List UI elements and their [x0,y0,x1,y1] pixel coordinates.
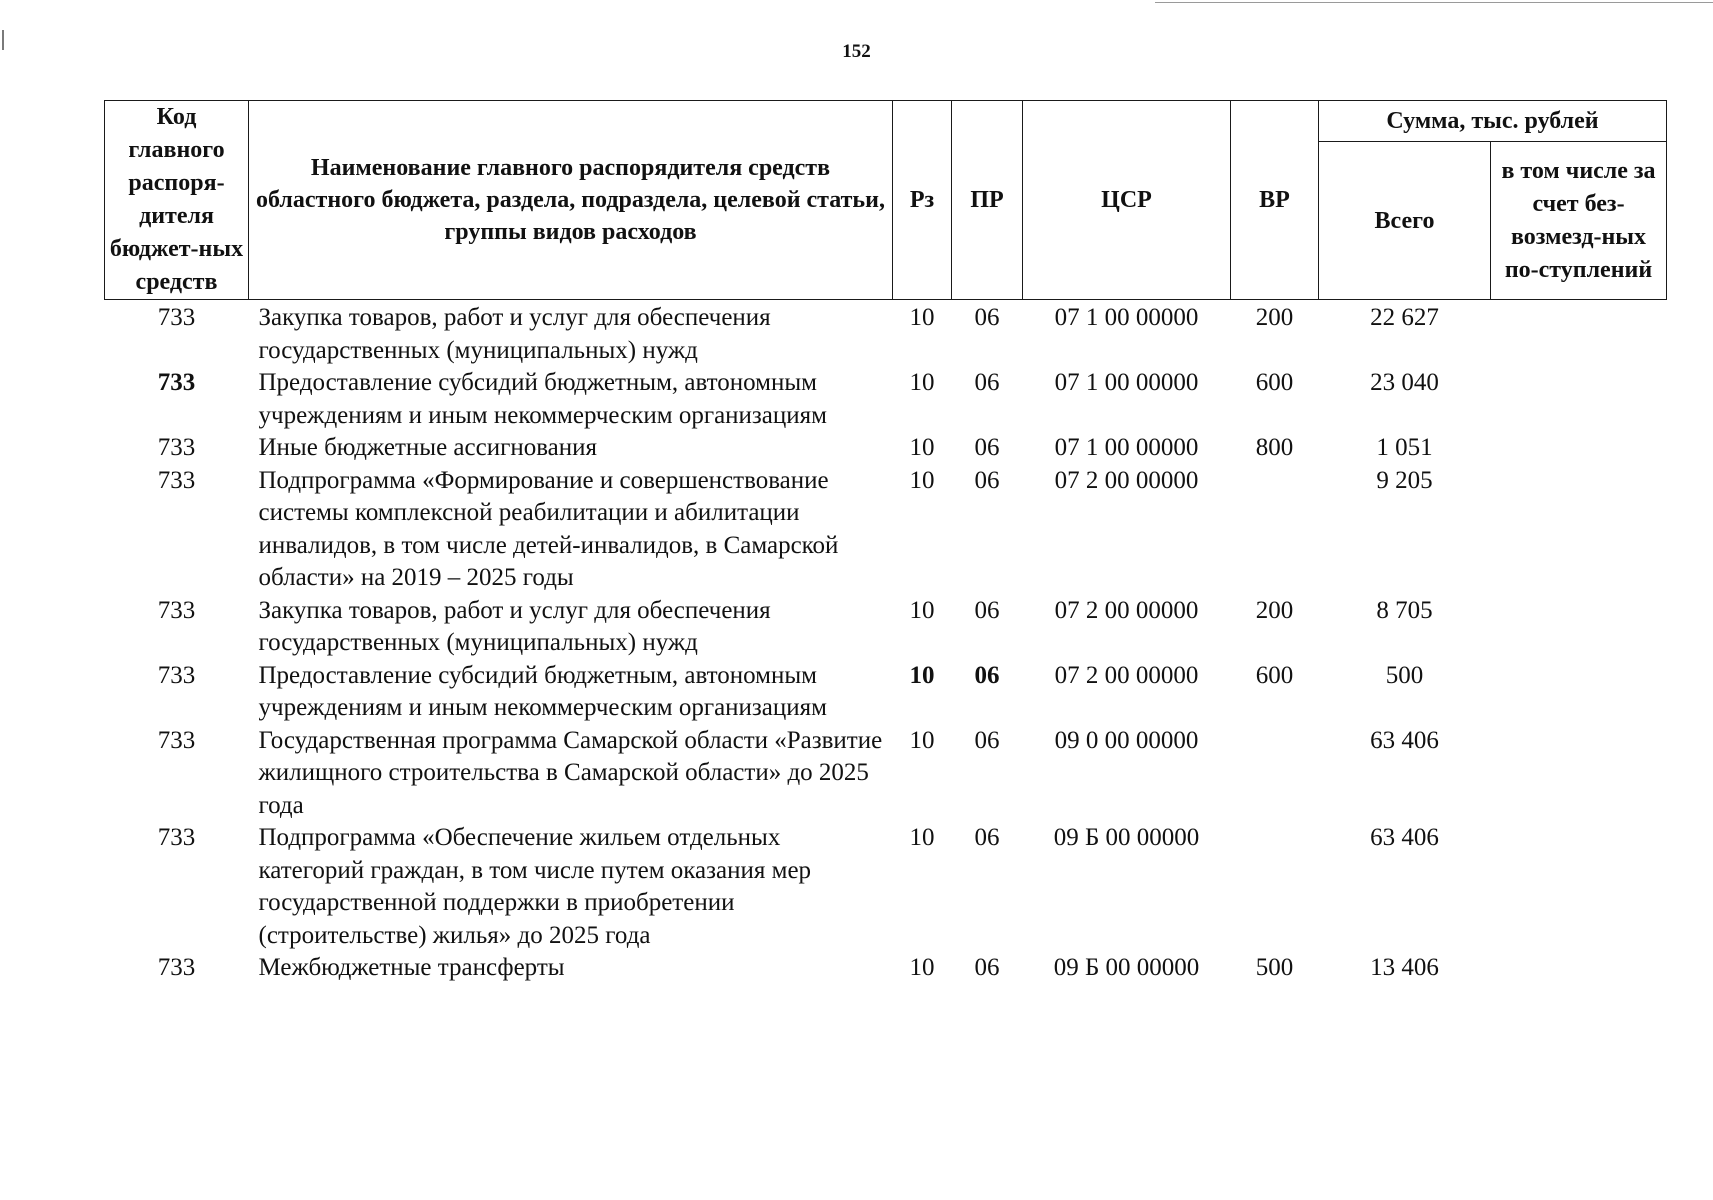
cell-name: Подпрограмма «Формирование и совершенствование системы комплексной реабилитации и абилитации инвалидов, в том числе детей-инвалидов, в Самарской области» на 2019 – 2025 годы [258,466,839,591]
cell-csr: 09 0 00 00000 [1054,726,1199,754]
table-header [105,101,1667,300]
cell-rz: 10 [909,304,935,331]
cell-total: 63 406 [1370,824,1439,851]
cell-gratuitous [1491,300,1667,368]
cell-name: Закупка товаров, работ и услуг для обеспечения государственных (муниципальных) нужд [258,596,771,656]
page-number: 152 [842,41,871,62]
header-name: Наименование главного распорядителя средств областного бюджета, раздела, подраздела, целевой статьи, группы видов расходов [249,101,893,300]
cell-csr: 07 1 00 00000 [1054,434,1199,461]
cell-gratuitous [1491,725,1667,823]
cell-gratuitous [1491,660,1667,725]
cell-code: 733 [157,596,196,624]
cell-total: 9 205 [1376,466,1433,494]
header-pr: ПР [952,101,1023,300]
cell-total: 13 406 [1370,954,1439,981]
scan-edge-top [1155,2,1713,3]
cell-rz: 10 [909,434,935,461]
cell-vr [1231,822,1319,952]
header-rz: Рз [893,101,952,300]
cell-vr: 200 [1255,596,1294,624]
cell-csr: 07 2 00 00000 [1054,661,1199,689]
cell-pr: 06 [974,434,1000,461]
cell-rz: 10 [909,824,935,851]
budget-table [104,100,1667,985]
cell-total: 1 051 [1376,434,1433,461]
cell-total: 8 705 [1376,596,1433,624]
cell-code: 733 [157,304,196,331]
table-row [105,822,1667,952]
cell-rz: 10 [909,466,935,494]
cell-vr: 600 [1255,369,1294,396]
cell-gratuitous [1491,367,1667,432]
cell-csr: 07 1 00 00000 [1054,369,1199,396]
cell-rz: 10 [909,596,935,624]
cell-total: 500 [1385,661,1424,689]
cell-code: 733 [157,661,196,689]
cell-gratuitous [1491,432,1667,465]
table-row [105,367,1667,432]
cell-csr: 07 2 00 00000 [1054,596,1199,624]
header-code: Код главного распоря-дителя бюджет-ных средств [105,101,249,300]
cell-vr: 800 [1255,434,1294,461]
cell-vr [1231,465,1319,595]
table-body [105,300,1667,985]
cell-pr: 06 [974,304,1000,331]
cell-pr: 06 [974,466,1000,494]
cell-pr: 06 [974,726,1000,754]
cell-name: Подпрограмма «Обеспечение жильем отдельных категорий граждан, в том числе путем оказания мер государственной поддержки в приобретении (строительстве) жилья» до 2025 года [258,824,812,949]
cell-vr: 500 [1255,954,1294,981]
cell-gratuitous [1491,595,1667,660]
table-row [105,595,1667,660]
table-row [105,300,1667,368]
cell-pr: 06 [974,596,1000,624]
cell-name: Закупка товаров, работ и услуг для обеспечения государственных (муниципальных) нужд [258,304,771,364]
cell-code: 733 [157,466,196,494]
cell-total: 23 040 [1370,369,1439,396]
cell-vr: 600 [1255,661,1294,689]
cell-gratuitous [1491,952,1667,985]
cell-name: Иные бюджетные ассигнования [258,434,598,461]
cell-pr: 06 [974,369,1000,396]
cell-csr: 07 1 00 00000 [1054,304,1199,331]
cell-pr: 06 [974,824,1000,851]
cell-total: 63 406 [1370,726,1439,754]
table-row [105,660,1667,725]
cell-code: 733 [157,954,196,981]
header-csr: ЦСР [1023,101,1231,300]
header-gratuitous: в том числе за счет без-возмезд-ных по-ступлений [1491,142,1667,300]
table-row [105,952,1667,985]
cell-gratuitous [1491,822,1667,952]
cell-name: Предоставление субсидий бюджетным, автономным учреждениям и иным некоммерческим организациям [258,369,827,429]
table-row [105,432,1667,465]
cell-pr: 06 [974,954,1000,981]
cell-name: Предоставление субсидий бюджетным, автономным учреждениям и иным некоммерческим организациям [258,661,827,721]
cell-name: Государственная программа Самарской области «Развитие жилищного строительства в Самарской области» до 2025 года [258,726,883,819]
cell-code: 733 [157,824,196,851]
cell-vr [1231,725,1319,823]
cell-code: 733 [157,369,196,396]
cell-gratuitous [1491,465,1667,595]
cell-csr: 09 Б 00 00000 [1053,824,1200,851]
cell-name: Межбюджетные трансферты [258,954,565,981]
cell-pr: 06 [974,661,1000,689]
cell-rz: 10 [909,954,935,981]
header-total: Всего [1319,142,1491,300]
cell-rz: 10 [909,369,935,396]
cell-rz: 10 [909,661,935,689]
cell-vr: 200 [1255,304,1294,331]
cell-rz: 10 [909,726,935,754]
cell-total: 22 627 [1370,304,1439,331]
table-row [105,465,1667,595]
cell-csr: 07 2 00 00000 [1054,466,1199,494]
cell-code: 733 [157,726,196,754]
header-sum-group: Сумма, тыс. рублей [1319,101,1667,142]
cell-code: 733 [157,434,196,461]
cell-csr: 09 Б 00 00000 [1053,954,1200,981]
table-row [105,725,1667,823]
header-vr: ВР [1231,101,1319,300]
